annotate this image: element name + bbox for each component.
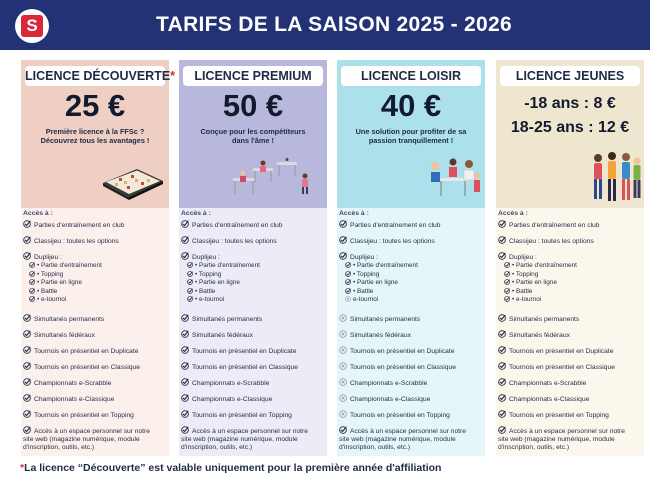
feature-simult-perm <box>181 314 262 324</box>
check-circle-icon <box>23 394 31 402</box>
check-circle-icon <box>23 346 31 354</box>
feature-label: Simultanés permanents <box>34 316 105 323</box>
duplijeu-option: • Partie d'entraînement <box>187 262 260 270</box>
check-circle-icon <box>504 296 510 302</box>
feature-tournois-cla <box>23 362 140 372</box>
feature-duplijeu <box>181 252 220 262</box>
feature-tournois-dup <box>498 346 613 356</box>
cross-circle-icon <box>339 378 347 386</box>
feature-label: Simultanés permanents <box>509 316 580 323</box>
duplijeu-option: • e-tournoi <box>187 296 224 304</box>
license-name-text: LICENCE JEUNES <box>515 69 625 83</box>
duplijeu-option-label: Battle <box>199 287 216 295</box>
feature-label: Tournois en présentiel en Duplicate <box>350 348 455 355</box>
footnote-text: La licence “Découverte” est valable uniquement pour la première année d'affiliation <box>24 462 442 474</box>
access-label: Accès à : <box>23 210 53 217</box>
license-description <box>27 127 163 145</box>
feature-label: Championnats e-Classique <box>192 396 273 403</box>
duplijeu-option: • Battle <box>345 288 373 296</box>
license-price: 40 € <box>380 88 442 123</box>
duplijeu-option: • Topping <box>187 271 221 279</box>
check-circle-icon <box>498 362 506 370</box>
check-circle-icon <box>181 330 189 338</box>
check-circle-icon <box>29 262 35 268</box>
check-circle-icon <box>181 426 189 434</box>
feature-tournois-cla <box>498 362 615 372</box>
feature-label: Championnats e-Scrabble <box>509 380 587 387</box>
duplijeu-option: • Partie en ligne <box>504 279 557 287</box>
check-circle-icon <box>181 362 189 370</box>
duplijeu-option-label: e-tournoi <box>199 296 225 304</box>
footnote <box>20 462 441 474</box>
logo-letter: S <box>21 15 43 37</box>
feature-champ-eclassique <box>339 394 430 404</box>
check-circle-icon <box>181 394 189 402</box>
feature-espace <box>181 426 316 452</box>
check-circle-icon <box>181 378 189 386</box>
feature-label: Parties d'entraînement en club <box>350 222 441 229</box>
duplijeu-option-label: Battle <box>516 287 533 295</box>
check-circle-icon <box>498 252 506 260</box>
check-circle-icon <box>29 296 35 302</box>
check-circle-icon <box>498 346 506 354</box>
license-description-line: Première licence à la FFSc ? <box>45 127 145 136</box>
feature-tournois-dup <box>339 346 454 356</box>
duplijeu-option: • Battle <box>187 288 215 296</box>
feature-duplijeu <box>498 252 537 262</box>
access-label: Accès à : <box>339 210 369 217</box>
license-description-line: Une solution pour profiter de sa <box>355 127 467 136</box>
page-header <box>0 0 650 50</box>
feature-tournois-top <box>498 410 609 420</box>
check-circle-icon <box>23 378 31 386</box>
license-name <box>341 66 481 86</box>
check-circle-icon <box>29 279 35 285</box>
feature-tournois-top <box>23 410 134 420</box>
feature-champ-escrabble <box>23 378 111 388</box>
duplijeu-option: • Partie en ligne <box>29 279 82 287</box>
check-circle-icon <box>181 410 189 418</box>
license-name-text: LICENCE DÉCOUVERTE <box>25 69 171 83</box>
page-title: TARIFS DE LA SAISON 2025 - 2026 <box>156 13 512 36</box>
access-label: Accès à : <box>498 210 528 217</box>
check-circle-icon <box>23 236 31 244</box>
feature-label: Championnats e-Scrabble <box>350 380 428 387</box>
feature-simult-perm <box>339 314 420 324</box>
duplijeu-option-label: Partie en ligne <box>516 279 557 287</box>
license-card-jeunes <box>496 60 644 456</box>
feature-classijeu <box>181 236 277 246</box>
feature-duplijeu <box>339 252 378 262</box>
duplijeu-option-label: Partie en ligne <box>199 279 240 287</box>
duplijeu-option-label: Partie en ligne <box>357 279 398 287</box>
feature-label: Parties d'entraînement en club <box>34 222 125 229</box>
friends-at-table-icon <box>423 154 485 205</box>
license-description-line: dans l'âme ! <box>232 136 274 145</box>
feature-label: Championnats e-Scrabble <box>34 380 112 387</box>
feature-label: Tournois en présentiel en Duplicate <box>509 348 614 355</box>
cross-circle-icon <box>345 296 351 302</box>
duplijeu-option-label: Topping <box>198 270 222 278</box>
feature-duplijeu <box>23 252 62 262</box>
duplijeu-option-label: Partie d'entraînement <box>357 262 418 269</box>
feature-label: Parties d'entraînement en club <box>509 222 600 229</box>
check-circle-icon <box>339 426 347 434</box>
check-circle-icon <box>498 410 506 418</box>
duplijeu-option-label: Partie d'entraînement <box>41 262 102 269</box>
duplijeu-option: • Partie d'entraînement <box>29 262 102 270</box>
license-name-text: LICENCE LOISIR <box>360 69 461 83</box>
footnote-star: * <box>20 462 25 474</box>
license-price: 50 € <box>222 88 284 123</box>
check-circle-icon <box>498 378 506 386</box>
check-circle-icon <box>345 279 351 285</box>
check-circle-icon <box>181 220 189 228</box>
feature-parties <box>498 220 600 230</box>
duplijeu-option: • Partie en ligne <box>345 279 398 287</box>
feature-champ-escrabble <box>181 378 269 388</box>
feature-tournois-top <box>339 410 450 420</box>
feature-champ-eclassique <box>23 394 114 404</box>
duplijeu-option: • Topping <box>345 271 379 279</box>
feature-simult-fed <box>498 330 570 340</box>
young-people-group-icon <box>588 148 642 209</box>
license-description <box>185 127 321 145</box>
feature-champ-escrabble <box>498 378 586 388</box>
check-circle-icon <box>181 346 189 354</box>
check-circle-icon <box>187 279 193 285</box>
feature-parties <box>23 220 125 230</box>
feature-label: Duplijeu : <box>350 254 378 261</box>
check-circle-icon <box>29 288 35 294</box>
duplijeu-option <box>345 296 378 304</box>
cross-circle-icon <box>339 330 347 338</box>
feature-simult-fed <box>339 330 411 340</box>
check-circle-icon <box>187 288 193 294</box>
duplijeu-option: • e-tournoi <box>29 296 66 304</box>
feature-tournois-dup <box>23 346 138 356</box>
license-description-line: Conçue pour les compétiteurs <box>200 127 306 136</box>
feature-label: Simultanés fédéraux <box>350 332 411 339</box>
license-name-star: * <box>170 69 176 83</box>
duplijeu-option: • Topping <box>504 271 538 279</box>
check-circle-icon <box>339 220 347 228</box>
check-circle-icon <box>345 262 351 268</box>
feature-label: Classijeu : toutes les options <box>509 238 594 245</box>
license-name <box>183 66 323 86</box>
feature-tournois-cla <box>339 362 456 372</box>
feature-label: Simultanés fédéraux <box>509 332 570 339</box>
check-circle-icon <box>504 262 510 268</box>
feature-label: Simultanés permanents <box>350 316 421 323</box>
feature-label: Simultanés fédéraux <box>34 332 95 339</box>
feature-label: Simultanés fédéraux <box>192 332 253 339</box>
license-card-premium <box>179 60 327 456</box>
check-circle-icon <box>504 279 510 285</box>
check-circle-icon <box>181 252 189 260</box>
check-circle-icon <box>498 426 506 434</box>
check-circle-icon <box>29 271 35 277</box>
feature-champ-eclassique <box>498 394 589 404</box>
check-circle-icon <box>23 330 31 338</box>
license-card-loisir <box>337 60 485 456</box>
check-circle-icon <box>504 271 510 277</box>
duplijeu-option: • Topping <box>29 271 63 279</box>
duplijeu-option-label: Battle <box>41 287 58 295</box>
license-description-line: Découvrez tous les avantages ! <box>40 136 150 145</box>
check-circle-icon <box>498 236 506 244</box>
feature-label: Tournois en présentiel en Topping <box>509 412 609 419</box>
license-description <box>343 127 479 145</box>
duplijeu-option: • Battle <box>504 288 532 296</box>
check-circle-icon <box>181 236 189 244</box>
check-circle-icon <box>23 220 31 228</box>
license-name <box>500 66 640 86</box>
duplijeu-option-label: Battle <box>357 287 374 295</box>
duplijeu-option: • Partie en ligne <box>187 279 240 287</box>
duplijeu-option-label: Partie d'entraînement <box>516 262 577 269</box>
cross-circle-icon <box>339 314 347 322</box>
check-circle-icon <box>181 314 189 322</box>
feature-label: Championnats e-Classique <box>509 396 590 403</box>
cross-circle-icon <box>339 362 347 370</box>
feature-label: Duplijeu : <box>509 254 537 261</box>
feature-label: Tournois en présentiel en Topping <box>34 412 134 419</box>
feature-label: Simultanés permanents <box>192 316 263 323</box>
check-circle-icon <box>498 330 506 338</box>
cross-circle-icon <box>339 410 347 418</box>
check-circle-icon <box>23 426 31 434</box>
check-circle-icon <box>23 314 31 322</box>
feature-parties <box>339 220 441 230</box>
classroom-players-icon <box>225 158 317 205</box>
feature-label: Accès à un espace personnel sur notre site web (magazine numérique, module d'inscription, outils, etc.) <box>181 428 308 451</box>
duplijeu-option: • e-tournoi <box>504 296 541 304</box>
feature-tournois-cla <box>181 362 298 372</box>
feature-espace <box>23 426 158 452</box>
feature-simult-perm <box>498 314 579 324</box>
feature-classijeu <box>339 236 435 246</box>
feature-label: Accès à un espace personnel sur notre site web (magazine numérique, module d'inscription, outils, etc.) <box>339 428 466 451</box>
check-circle-icon <box>504 288 510 294</box>
duplijeu-option-label: Topping <box>40 270 64 278</box>
license-description-line: passion tranquillement ! <box>368 136 454 145</box>
feature-simult-fed <box>23 330 95 340</box>
check-circle-icon <box>498 220 506 228</box>
access-label: Accès à : <box>181 210 211 217</box>
check-circle-icon <box>187 296 193 302</box>
feature-simult-perm <box>23 314 104 324</box>
duplijeu-option: • Partie d'entraînement <box>345 262 418 270</box>
check-circle-icon <box>187 262 193 268</box>
check-circle-icon <box>498 394 506 402</box>
check-circle-icon <box>339 236 347 244</box>
feature-parties <box>181 220 283 230</box>
feature-label: Duplijeu : <box>34 254 62 261</box>
duplijeu-option: • Battle <box>29 288 57 296</box>
duplijeu-option-label: Partie d'entraînement <box>199 262 260 269</box>
feature-tournois-top <box>181 410 292 420</box>
check-circle-icon <box>23 362 31 370</box>
license-name-text: LICENCE PREMIUM <box>194 69 312 83</box>
check-circle-icon <box>187 271 193 277</box>
license-price: 25 € <box>64 88 126 123</box>
feature-label: Classijeu : toutes les options <box>192 238 277 245</box>
duplijeu-option-label: Partie en ligne <box>41 279 82 287</box>
feature-label: Duplijeu : <box>192 254 220 261</box>
feature-classijeu <box>23 236 119 246</box>
check-circle-icon <box>345 288 351 294</box>
duplijeu-option-label: Topping <box>356 270 380 278</box>
check-circle-icon <box>498 314 506 322</box>
check-circle-icon <box>23 252 31 260</box>
check-circle-icon <box>345 271 351 277</box>
feature-tournois-dup <box>181 346 296 356</box>
feature-label: Tournois en présentiel en Classique <box>192 364 298 371</box>
feature-label: Classijeu : toutes les options <box>34 238 119 245</box>
feature-champ-escrabble <box>339 378 427 388</box>
feature-espace <box>339 426 474 452</box>
check-circle-icon <box>339 252 347 260</box>
cross-circle-icon <box>339 394 347 402</box>
feature-label: Tournois en présentiel en Duplicate <box>192 348 297 355</box>
feature-label: Tournois en présentiel en Classique <box>34 364 140 371</box>
duplijeu-option-label: Topping <box>515 270 539 278</box>
license-price-line: 18-25 ans : 12 € <box>510 119 630 136</box>
license-card-decouverte <box>21 60 176 456</box>
feature-champ-eclassique <box>181 394 272 404</box>
feature-label: Tournois en présentiel en Topping <box>192 412 292 419</box>
feature-label: Tournois en présentiel en Classique <box>509 364 615 371</box>
feature-label: Tournois en présentiel en Classique <box>350 364 456 371</box>
feature-label: Parties d'entraînement en club <box>192 222 283 229</box>
duplijeu-option-label: e-tournoi <box>41 296 67 304</box>
feature-espace <box>498 426 633 452</box>
license-price-line: -18 ans : 8 € <box>524 95 616 112</box>
feature-label: Classijeu : toutes les options <box>350 238 435 245</box>
scrabble-board-icon <box>97 161 167 206</box>
feature-label: Championnats e-Classique <box>34 396 115 403</box>
duplijeu-option-label: e-tournoi <box>516 296 542 304</box>
feature-label: Accès à un espace personnel sur notre site web (magazine numérique, module d'inscription, outils, etc.) <box>23 428 150 451</box>
duplijeu-option-label: e-tournoi <box>353 296 379 304</box>
license-name <box>25 66 176 86</box>
feature-label: Accès à un espace personnel sur notre site web (magazine numérique, module d'inscription, outils, etc.) <box>498 428 625 451</box>
check-circle-icon <box>23 410 31 418</box>
feature-label: Tournois en présentiel en Duplicate <box>34 348 139 355</box>
cross-circle-icon <box>339 346 347 354</box>
feature-label: Tournois en présentiel en Topping <box>350 412 450 419</box>
feature-label: Championnats e-Classique <box>350 396 431 403</box>
feature-simult-fed <box>181 330 253 340</box>
feature-classijeu <box>498 236 594 246</box>
duplijeu-option: • Partie d'entraînement <box>504 262 577 270</box>
feature-label: Championnats e-Scrabble <box>192 380 270 387</box>
